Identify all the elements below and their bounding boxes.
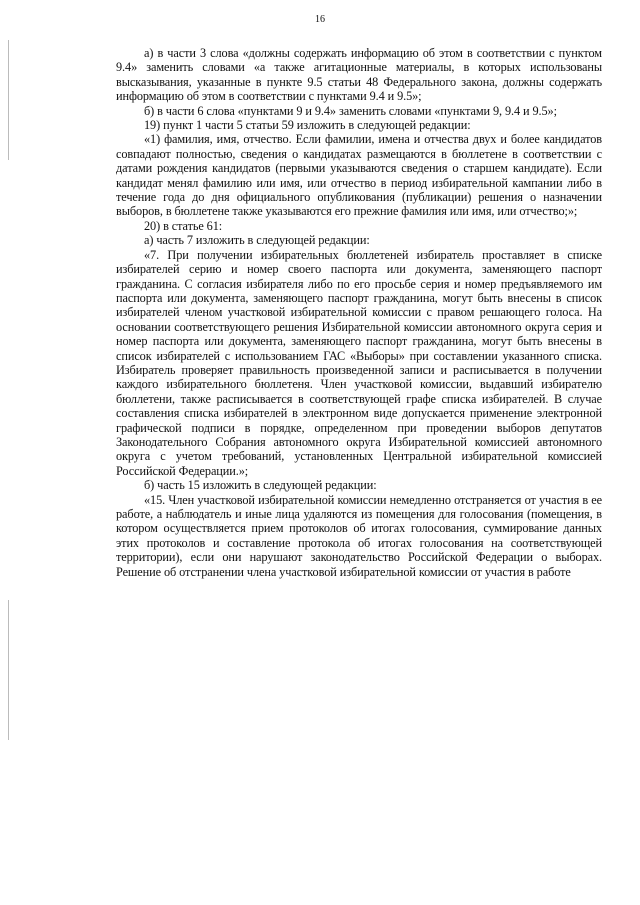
- paragraph: 20) в статье 61:: [144, 218, 223, 233]
- paragraph: а) часть 7 изложить в следующей редакции:: [144, 233, 370, 248]
- paragraph: б) часть 15 изложить в следующей редакции:: [144, 478, 377, 493]
- paragraph: а) в части 3 слова «должны содержать информацию об этом в соответствии с пунктом 9.4» заменить словами «а также агитационные материалы, в которых использованы высказывания, указанные в пункте 9.5 статьи 48 Федерального закона, должны содержать информацию об этом в соответствии с пунктами 9.4 и 9.5»;: [116, 46, 602, 104]
- paragraph: «1) фамилия, имя, отчество. Если фамилии, имена и отчества двух и более кандидатов совпадают полностью, сведения о кандидатах размещаются в бюллетене в соответствии с датами рождения кандидатов (первыми указываются сведения о старшем кандидате). Если кандидат менял фамилию или имя, или отчество в период избирательной кампании либо в течение года до дня официального опубликования (публикации) решения о назначении выборов, в бюллетене также указываются его прежние фамилия или имя, или отчество;»;: [116, 132, 602, 219]
- paragraph: «15. Член участковой избирательной комиссии немедленно отстраняется от участия в ее работе, а наблюдатель и иные лица удаляются из помещения для голосования (помещения, в котором осуществляется прием протоколов об итогах голосования, суммирование данных этих протоколов и составление протокола об итогах голосования на соответствующей территории), если они нарушают законодательство Российской Федерации о выборах. Решение об отстранении члена участковой избирательной комиссии от участия в работе: [116, 492, 602, 579]
- paragraph: б) в части 6 слова «пунктами 9 и 9.4» заменить словами «пунктами 9, 9.4 и 9.5»;: [144, 103, 557, 118]
- paragraph: 19) пункт 1 части 5 статьи 59 изложить в следующей редакции:: [144, 118, 471, 133]
- scan-margin-line: [8, 40, 9, 160]
- scan-margin-line: [8, 600, 9, 740]
- page-number: 16: [315, 14, 325, 25]
- document-body: [116, 46, 602, 579]
- paragraph: «7. При получении избирательных бюллетеней избиратель проставляет в списке избирателей серию и номер своего паспорта или документа, заменяющего паспорт гражданина. С согласия избирателя либо по его просьбе серия и номер предъявляемого им паспорта или документа, заменяющего паспорт гражданина, могут быть внесены в список избирателей членом участковой избирательной комиссии с правом решающего голоса. На основании соответствующего решения Избирательной комиссии автономного округа серия и номер паспорта или документа, заменяющего паспорт гражданина, могут быть внесены в список избирателей с использованием ГАС «Выборы» при составлении указанного списка. Избиратель проверяет правильность произведенной записи и расписывается в получении каждого избирательного бюллетеня. Член участковой комиссии, выдавший избирателю бюллетени, также расписывается в соответствующей графе списка избирателей. В случае составления списка избирателей в электронном виде допускается применение электронной графической подписи в порядке, определенном при проведении выборов депутатов Законодательного Собрания автономного округа Избирательной комиссией автономного округа с учетом требований, установленных Центральной избирательной комиссией Российской Федерации.»;: [116, 247, 602, 478]
